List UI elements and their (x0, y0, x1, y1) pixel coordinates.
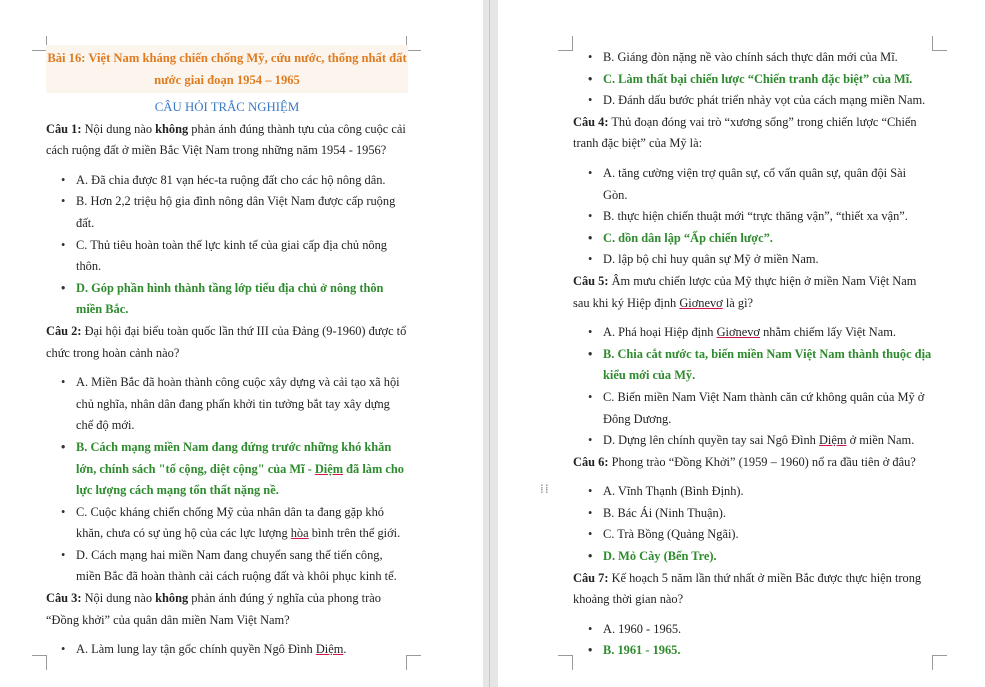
spellcheck-underline[interactable]: Diệm (314, 461, 344, 476)
question-3-options (46, 639, 408, 661)
page-body[interactable] (46, 0, 408, 661)
question-7-options (573, 619, 933, 662)
page-corner-marker (558, 655, 573, 670)
spellcheck-underline[interactable]: Diệm (315, 642, 344, 657)
option-d: • D. Cách mạng hai miền Nam đang chuyển sang thế tiến công, miền Bắc đã hoàn thành cải cách ruộng đất và khôi phục kinh tế. (76, 545, 408, 588)
option-b: • B. Bác Ái (Ninh Thuận). (603, 503, 933, 525)
option-b: • B. thực hiện chiến thuật mới “trực thăng vận”, “thiết xa vận”. (603, 206, 933, 228)
option-d: • D. Dựng lên chính quyền tay sai Ngô Đình Diệm ở miền Nam. (603, 430, 933, 452)
spellcheck-underline[interactable]: hòa (290, 526, 309, 541)
option-a: • A. Đã chia được 81 vạn héc-ta ruộng đất cho các hộ nông dân. (76, 170, 408, 192)
option-d: • D. lập bộ chỉ huy quân sự Mỹ ở miền Nam. (603, 249, 933, 271)
question-2-options (46, 372, 408, 588)
question-1: Câu 1: Nội dung nào không phản ánh đúng thành tựu của công cuộc cải cách ruộng đất ở miền Bắc Việt Nam trong những năm 1954 - 1956? (46, 121, 406, 158)
page-corner-marker (406, 36, 421, 51)
correct-option: • C. Làm thất bại chiến lược “Chiến tranh đặc biệt” của Mĩ. (603, 69, 933, 91)
option-b: • B. Giáng đòn nặng nề vào chính sách thực dân mới của Mĩ. (603, 47, 933, 69)
option-a: • A. tăng cường viện trợ quân sự, cố vấn quân sự, quân đội Sài Gòn. (603, 163, 933, 206)
drag-handle-icon[interactable]: ⁞⁞ (540, 482, 550, 496)
question-6-options (573, 481, 933, 567)
question-5-options (573, 322, 933, 452)
page-corner-marker (32, 655, 47, 670)
page-corner-marker (32, 36, 47, 51)
page-gutter (489, 0, 490, 687)
page-corner-marker (932, 36, 947, 51)
option-a: • A. Miền Bắc đã hoàn thành công cuộc xây dựng và cải tạo xã hội chủ nghĩa, nhân dân đang phấn khởi tin tưởng bắt tay xây dựng chế độ mới. (76, 372, 408, 437)
question-4: Câu 4: Thủ đoạn đóng vai trò “xương sống” trong chiến lược “Chiến tranh đặc biệt” của Mỹ là: (573, 114, 917, 151)
question-2: Câu 2: Đại hội đại biểu toàn quốc lần thứ III của Đảng (9-1960) được tổ chức trong hoàn cảnh nào? (46, 323, 407, 360)
option-a: • A. Vĩnh Thạnh (Bình Định). (603, 481, 933, 503)
correct-option: • D. Góp phần hình thành tầng lớp tiểu địa chủ ở nông thôn miền Bắc. (76, 278, 408, 321)
question-3-options-continued (573, 47, 933, 112)
question-4-options (573, 163, 933, 271)
section-heading: CÂU HỎI TRẮC NGHIỆM (154, 100, 300, 114)
option-a: • A. Phá hoại Hiệp định Giơnevơ nhằm chiếm lấy Việt Nam. (603, 322, 933, 344)
option-a: • A. Làm lung lay tận gốc chính quyền Ngô Đình Diệm. (76, 639, 408, 661)
correct-option: • C. dồn dân lập “Ấp chiến lược”. (603, 228, 933, 250)
question-3: Câu 3: Nội dung nào không phản ánh đúng ý nghĩa của phong trào “Đồng khởi” của quân dân miền Nam Việt Nam? (46, 591, 381, 627)
option-c: • C. Trà Bồng (Quảng Ngãi). (603, 524, 933, 546)
page-corner-marker (558, 36, 573, 51)
spellcheck-underline[interactable]: Giơnevơ (679, 295, 723, 310)
correct-option: • B. 1961 - 1965. (603, 640, 933, 662)
option-c: • C. Biến miền Nam Việt Nam thành căn cứ không quân của Mỹ ở Đông Dương. (603, 387, 933, 430)
lesson-title: Bài 16: Việt Nam kháng chiến chống Mỹ, cứu nước, thống nhất đất nước giai đoạn 1954 – 1965 (46, 45, 408, 93)
question-7: Câu 7: Kế hoạch 5 năm lần thứ nhất ở miền Bắc được thực hiện trong khoảng thời gian nào? (573, 570, 922, 607)
option-a: • A. 1960 - 1965. (603, 619, 933, 641)
option-c: • C. Thủ tiêu hoàn toàn thế lực kinh tế của giai cấp địa chủ nông thôn. (76, 235, 408, 278)
question-6: Câu 6: Phong trào “Đồng Khởi” (1959 – 1960) nổ ra đầu tiên ở đâu? (573, 454, 916, 469)
page-corner-marker (932, 655, 947, 670)
document-page-right[interactable] (498, 0, 985, 687)
document-page-left[interactable] (0, 0, 483, 687)
option-d: • D. Đánh dấu bước phát triển nhảy vọt của cách mạng miền Nam. (603, 90, 933, 112)
option-c: • C. Cuộc kháng chiến chống Mỹ của nhân dân ta đang gặp khó khăn, chưa có sự ủng hộ của các lực lượng hòa bình trên thế giới. (76, 502, 408, 545)
page-body[interactable] (573, 47, 933, 662)
spellcheck-underline[interactable]: Diệm (818, 433, 847, 448)
page-corner-marker (406, 655, 421, 670)
correct-option: • B. Cách mạng miền Nam đang đứng trước những khó khăn lớn, chính sách "tố cộng, diệt cộng" của Mĩ - Diệm đã làm cho lực lượng cách mạng tổn thất nặng nề. (76, 437, 408, 502)
question-5: Câu 5: Âm mưu chiến lược của Mỹ thực hiện ở miền Nam Việt Nam sau khi ký Hiệp định Giơnevơ là gì? (573, 273, 917, 310)
option-b: • B. Hơn 2,2 triệu hộ gia đình nông dân Việt Nam được cấp ruộng đất. (76, 191, 408, 234)
spellcheck-underline[interactable]: Giơnevơ (716, 325, 760, 340)
question-1-options (46, 170, 408, 321)
correct-option: • B. Chia cắt nước ta, biến miền Nam Việt Nam thành thuộc địa kiểu mới của Mỹ. (603, 344, 933, 387)
correct-option: • D. Mỏ Cày (Bến Tre). (603, 546, 933, 568)
